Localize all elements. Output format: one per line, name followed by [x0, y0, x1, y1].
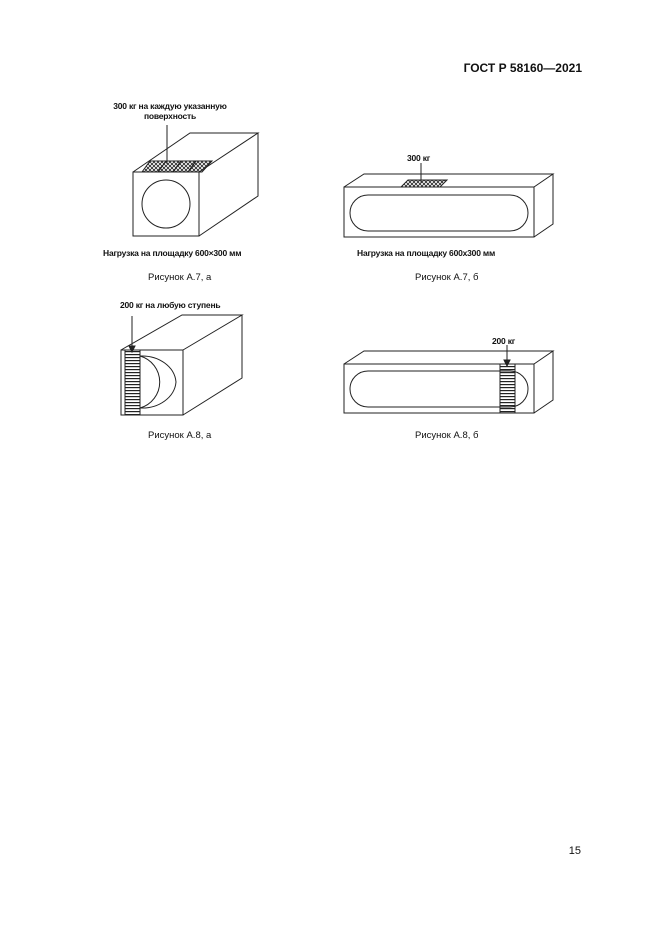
figure-a7a-load-label-line2: поверхность	[143, 111, 197, 121]
standard-code: ГОСТ Р 58160—2021	[463, 61, 582, 75]
figure-a8b-drawing	[344, 345, 553, 413]
load-area-hatch	[401, 180, 447, 187]
figure-a7b-caption: Рисунок А.7, б	[415, 272, 479, 283]
figure-a7a-caption: Рисунок А.7, а	[148, 272, 212, 283]
figure-a7b-area-label: Нагрузка на площадку 600х300 мм	[357, 248, 496, 258]
figure-a8b-load-label: 200 кг	[492, 336, 516, 346]
figure-a7a-load-label-line1: 300 кг на каждую указанную	[113, 101, 227, 111]
figure-a7b-load-label: 300 кг	[407, 153, 431, 163]
figure-a8b-caption: Рисунок А.8, б	[415, 430, 479, 441]
figure-a7a-area-label: Нагрузка на площадку 600×300 мм	[103, 248, 242, 258]
step-hatch	[500, 364, 515, 413]
page-number: 15	[568, 845, 581, 857]
figure-a7b-drawing	[344, 163, 553, 237]
figure-a8a-drawing	[121, 315, 242, 415]
figure-a8a-caption: Рисунок А.8, а	[148, 430, 212, 441]
step-hatch	[125, 350, 140, 415]
figure-a7a-drawing	[133, 125, 258, 236]
figure-a8a-load-label: 200 кг на любую ступень	[120, 300, 221, 310]
